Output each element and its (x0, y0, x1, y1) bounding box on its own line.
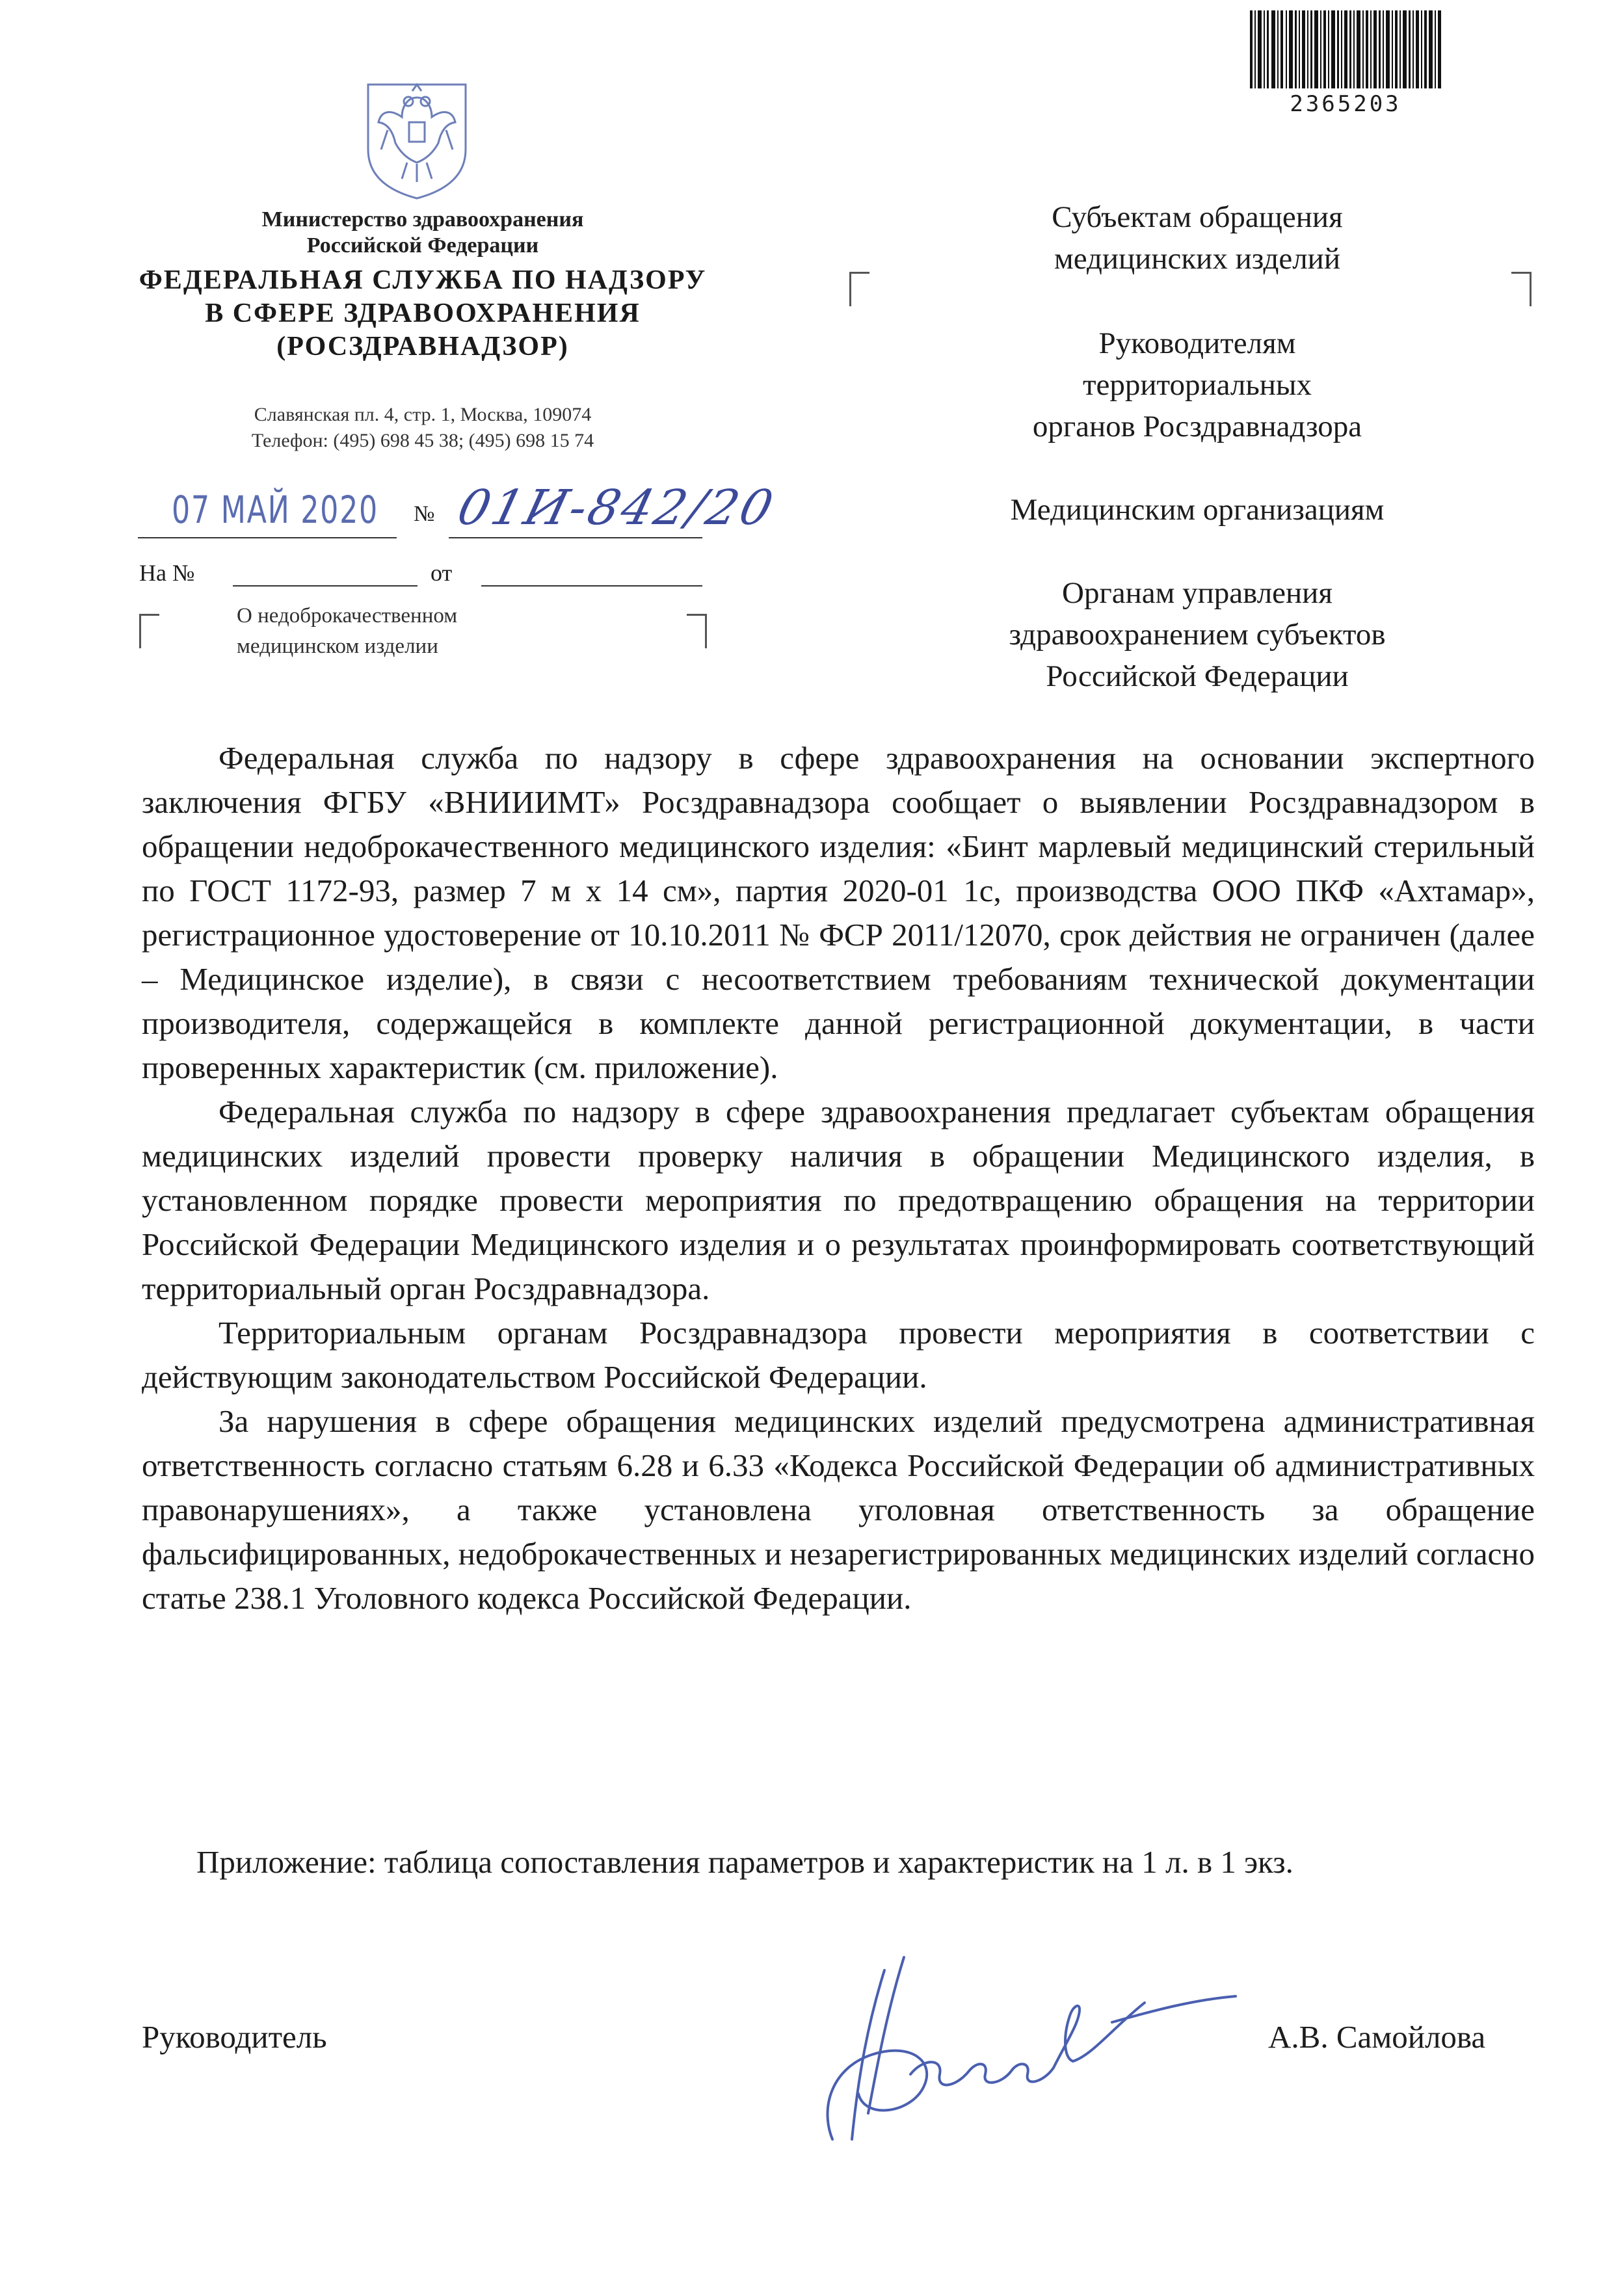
addressee-corner-left (849, 272, 869, 306)
subject-corner-right (687, 614, 707, 648)
addressee-line: медицинских изделий (1054, 242, 1340, 276)
attachment-note: Приложение: таблица сопоставления параметров и характеристик на 1 л. в 1 экз. (196, 1844, 1293, 1880)
service-address (156, 402, 689, 454)
subject-corner-left (139, 614, 159, 648)
addressee-block (895, 572, 1500, 697)
subject (237, 601, 562, 662)
addressee-block (895, 323, 1500, 447)
addressee-line: Российской Федерации (1046, 659, 1349, 693)
addressee-line: Медицинским организациям (1010, 493, 1385, 527)
addressee-line: территориальных (1082, 368, 1312, 402)
reference-date-blank (481, 585, 702, 587)
service-line-3: (РОСЗДРАВНАДЗОР) (276, 332, 569, 362)
signer-name: А.В. Самойлова (1268, 2019, 1486, 2055)
addressee-line: органов Росздравнадзора (1032, 410, 1362, 443)
handwritten-signature (806, 1944, 1262, 2165)
body-paragraph-4: За нарушения в сфере обращения медицинских изделий предусмотрена административная ответственность согласно статьям 6.28 и 6.33 «Кодекса Российской Федерации об административных правонарушениях», а также установлена уголовная ответственность за обращение фальсифицированных, недоброкачественных и незарегистрированных медицинских изделий согласно статье 238.1 Уголовного кодекса Российской Федерации. (142, 1403, 1535, 1616)
body-paragraph-1: Федеральная служба по надзору в сфере здравоохранения на основании экспертного заключения ФГБУ «ВНИИИМТ» Росздравнадзора сообщает о выявлении Росздравнадзором в обращении недоброкачественного медицинского изделия: «Бинт марлевый медицинский стерильный по ГОСТ 1172-93, размер 7 м х 14 см», партия 2020-01 1с, производства ООО ПКФ «Ахтамар», регистрационное удостоверение от 10.10.2011 № ФСР 2011/12070, срок действия не ограничен (далее – Медицинское изделие), в связи с несоответствием требованиям технической документации производителя, содержащейся в комплекте данной регистрационной документации, в части проверенных характеристик (см. приложение). (142, 740, 1535, 1085)
reference-label: На № (139, 560, 195, 586)
addressee-line: Субъектам обращения (1052, 200, 1343, 234)
body-paragraph-3: Территориальным органам Росздравнадзора провести мероприятия в соответствии с действующим законодательством Российской Федерации. (142, 1315, 1535, 1395)
barcode-number: 2365203 (1290, 91, 1401, 117)
ministry-line-1: Министерство здравоохранения (261, 207, 584, 231)
service-line-1: ФЕДЕРАЛЬНАЯ СЛУЖБА ПО НАДЗОРУ (139, 265, 707, 295)
service-name (117, 264, 728, 363)
addressee-corner-right (1511, 272, 1532, 306)
address-line-1: Славянская пл. 4, стр. 1, Москва, 109074 (254, 404, 592, 425)
reference-from-label: от (431, 560, 453, 586)
addressee-line: Органам управления (1062, 576, 1333, 610)
ministry-line-2: Российской Федерации (306, 233, 539, 257)
address-line-2: Телефон: (495) 698 45 38; (495) 698 15 74 (251, 430, 594, 451)
addressee-line: здравоохранением субъектов (1009, 618, 1386, 652)
addressee-line: Руководителям (1098, 326, 1296, 360)
number-underline (449, 537, 702, 538)
body-paragraph-2: Федеральная служба по надзору в сфере здравоохранения предлагает субъектам обращения медицинских изделий провести проверку наличия в обращении Медицинского изделия, в установленном порядке провести мероприятия по предотвращению обращения на территории Российской Федерации Медицинского изделия и о результатах проинформировать соответствующий территориальный орган Росздравнадзора. (142, 1094, 1535, 1306)
date-stamp: 07 МАЙ 2020 (172, 488, 378, 532)
barcode (1250, 10, 1441, 88)
subject-line-2: медицинском изделии (237, 635, 438, 658)
addressee-block (895, 489, 1500, 531)
coat-of-arms-icon (362, 72, 472, 202)
date-underline (138, 537, 397, 538)
reference-number-blank (233, 585, 418, 587)
signer-title: Руководитель (142, 2019, 327, 2055)
ministry-name (156, 207, 689, 259)
number-label: № (414, 502, 435, 526)
service-line-2: В СФЕРЕ ЗДРАВООХРАНЕНИЯ (205, 298, 641, 328)
letter-body (142, 736, 1535, 1620)
registration-number: 01И-842/20 (452, 480, 781, 536)
subject-line-1: О недоброкачественном (237, 604, 458, 627)
addressee-block (895, 196, 1500, 280)
